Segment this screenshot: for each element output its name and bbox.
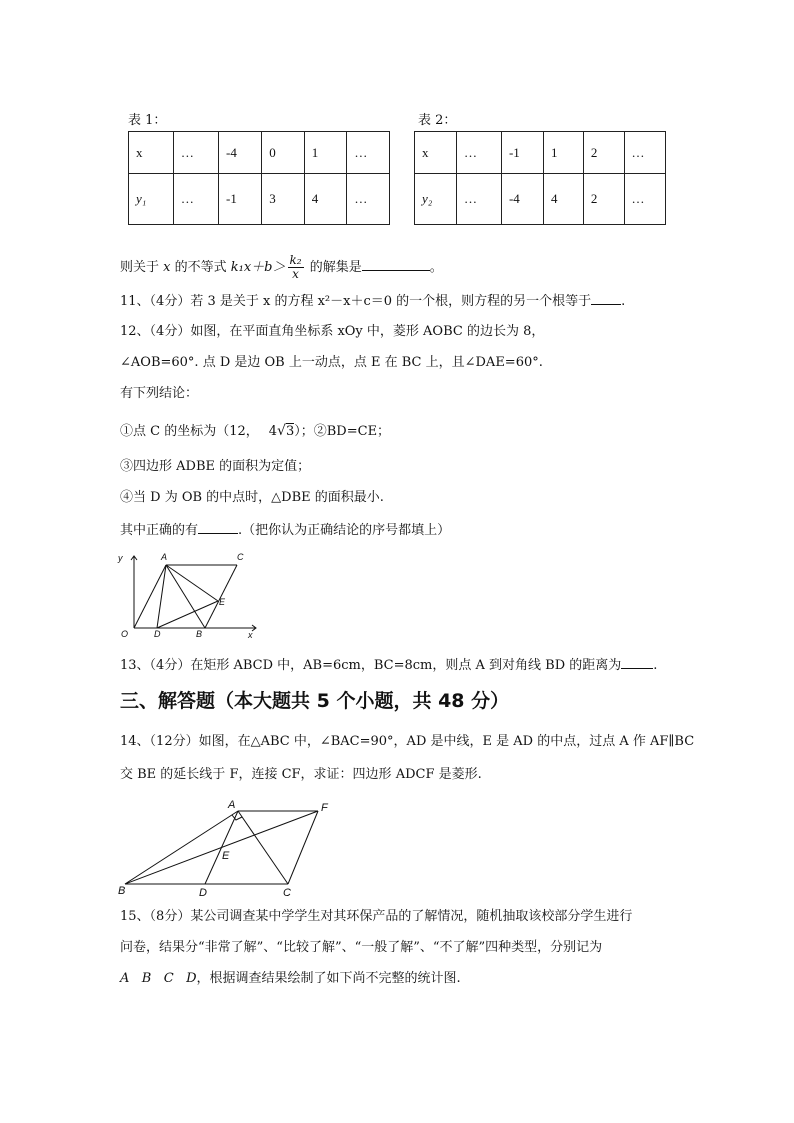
q15-line3 [120,970,461,988]
label-C: C [237,552,244,562]
label-C: C [283,887,291,899]
fraction-numerator: k₂ [289,253,302,267]
segment-AB [166,565,205,628]
right-angle-mark [232,815,242,820]
label-A: A [228,799,236,811]
table-cell: y₁ [129,174,174,225]
q10-inequality-line [120,254,443,281]
table-cell: -4 [219,132,262,174]
table-row [129,132,390,174]
table-cell: … [624,132,665,174]
table-cell: 3 [262,174,305,225]
table2-label: 表 2： [418,113,457,128]
q14-line2: 交 BE 的延长线于 F，连接 CF，求证：四边形 ADCF 是菱形. [120,767,482,782]
segment-AC [238,811,288,884]
q10-middle: 的不等式 [170,260,231,275]
q10-end: 。 [429,260,443,275]
table-cell: y₂ [415,174,457,225]
sqrt-symbol: √ [277,423,286,439]
q13-end: . [653,658,658,673]
question-13 [120,655,657,675]
table-cell: 4 [544,174,584,225]
answer-blank [362,257,430,271]
q15-letters: A B C D [120,971,197,986]
q13-text: 13、（4分）在矩形 ABCD 中，AB=6cm，BC=8cm，则点 A 到对角线 BD 的距离为 [120,658,622,673]
table-cell: 0 [262,132,305,174]
table-cell: -1 [501,132,543,174]
table-row [415,132,666,174]
q12-conclusion-1-2 [120,422,390,441]
label-E: E [219,597,226,607]
c1-root: 3 [285,424,295,439]
table-cell: … [173,132,218,174]
label-B: B [196,629,203,639]
label-x: x [248,630,253,640]
table-cell: … [173,174,218,225]
table-cell: 2 [583,132,624,174]
c1-coef: 4 [268,424,278,439]
table-cell: x [415,132,457,174]
q12-ask-a: 其中正确的有 [120,523,199,538]
table-cell: … [457,174,502,225]
answer-blank [591,291,621,305]
table-cell: 4 [304,174,347,225]
q10-var: x [163,260,171,275]
label-E: E [222,850,230,862]
q12-line1: 12、（4分）如图，在平面直角坐标系 xOy 中，菱形 AOBC 的边长为 8， [120,324,545,339]
table-row [129,174,390,225]
q11-text: 11、（4分）若 3 是关于 x 的方程 x²－x＋c＝0 的一个根，则方程的另一个根等于 [120,294,592,309]
q14-line1: 14、（12分）如图，在△ABC 中，∠BAC=90°，AD 是中线，E 是 AD 的中点，过点 A 作 AF∥BC [120,734,695,749]
table-cell: -4 [501,174,543,225]
table1-label: 表 1： [128,113,167,128]
label-A: A [161,552,168,562]
table-cell: -1 [219,174,262,225]
q11-end: . [621,294,626,309]
q12-ask [120,520,450,540]
segment-AE [166,565,218,601]
q10-suffix: 的解集是 [305,260,362,275]
table-cell: … [624,174,665,225]
table-cell: 1 [544,132,584,174]
answer-blank [621,655,653,669]
figure-14-rhombus [112,796,342,900]
section-heading: 三、解答题（本大题共 5 个小题，共 48 分） [120,690,510,712]
c1-text-a: ①点 C 的坐标为（12， [120,424,259,439]
label-B: B [118,885,126,897]
label-D: D [154,629,161,639]
q10-lhs: k₁x＋b＞ [230,260,286,275]
q12-ask-b: .（把你认为正确结论的序号都填上） [238,523,451,538]
table-cell: … [347,132,390,174]
q15-line2: 问卷，结果分“非常了解”、“比较了解”、“一般了解”、“不了解”四种类型，分别记为 [120,940,603,955]
figure-12-rhombus [112,548,262,640]
table-cell: x [129,132,174,174]
q12-conclusion-3: ③四边形 ADBE 的面积为定值； [120,459,311,474]
q15-line1: 15、（8分）某公司调查某中学学生对其环保产品的了解情况，随机抽取该校部分学生进行 [120,909,633,924]
table-2 [414,131,666,225]
c1-text-b: ）；②BD=CE； [294,424,391,439]
table-cell: 2 [583,174,624,225]
question-11 [120,291,625,311]
label-y: y [118,553,123,563]
table-cell: … [347,174,390,225]
table-1 [128,131,390,225]
q15-line3-text: ，根据调查结果绘制了如下尚不完整的统计图. [196,971,461,986]
answer-blank [198,520,238,534]
fraction-denominator: x [292,267,299,281]
segment-FC [288,811,318,884]
q10-prefix: 则关于 [120,260,164,275]
table-cell: … [457,132,502,174]
label-F: F [321,802,328,814]
table-row [415,174,666,225]
q12-line2: ∠AOB=60°. 点 D 是边 OB 上一动点，点 E 在 BC 上，且∠DAE=60°. [120,355,543,370]
label-O: O [121,629,129,639]
table-cell: 1 [304,132,347,174]
q12-conclusion-4: ④当 D 为 OB 的中点时，△DBE 的面积最小. [120,490,384,505]
segment-DE [157,601,218,628]
q10-fraction [288,254,304,281]
label-D: D [199,887,207,899]
q12-line3: 有下列结论： [120,386,199,401]
